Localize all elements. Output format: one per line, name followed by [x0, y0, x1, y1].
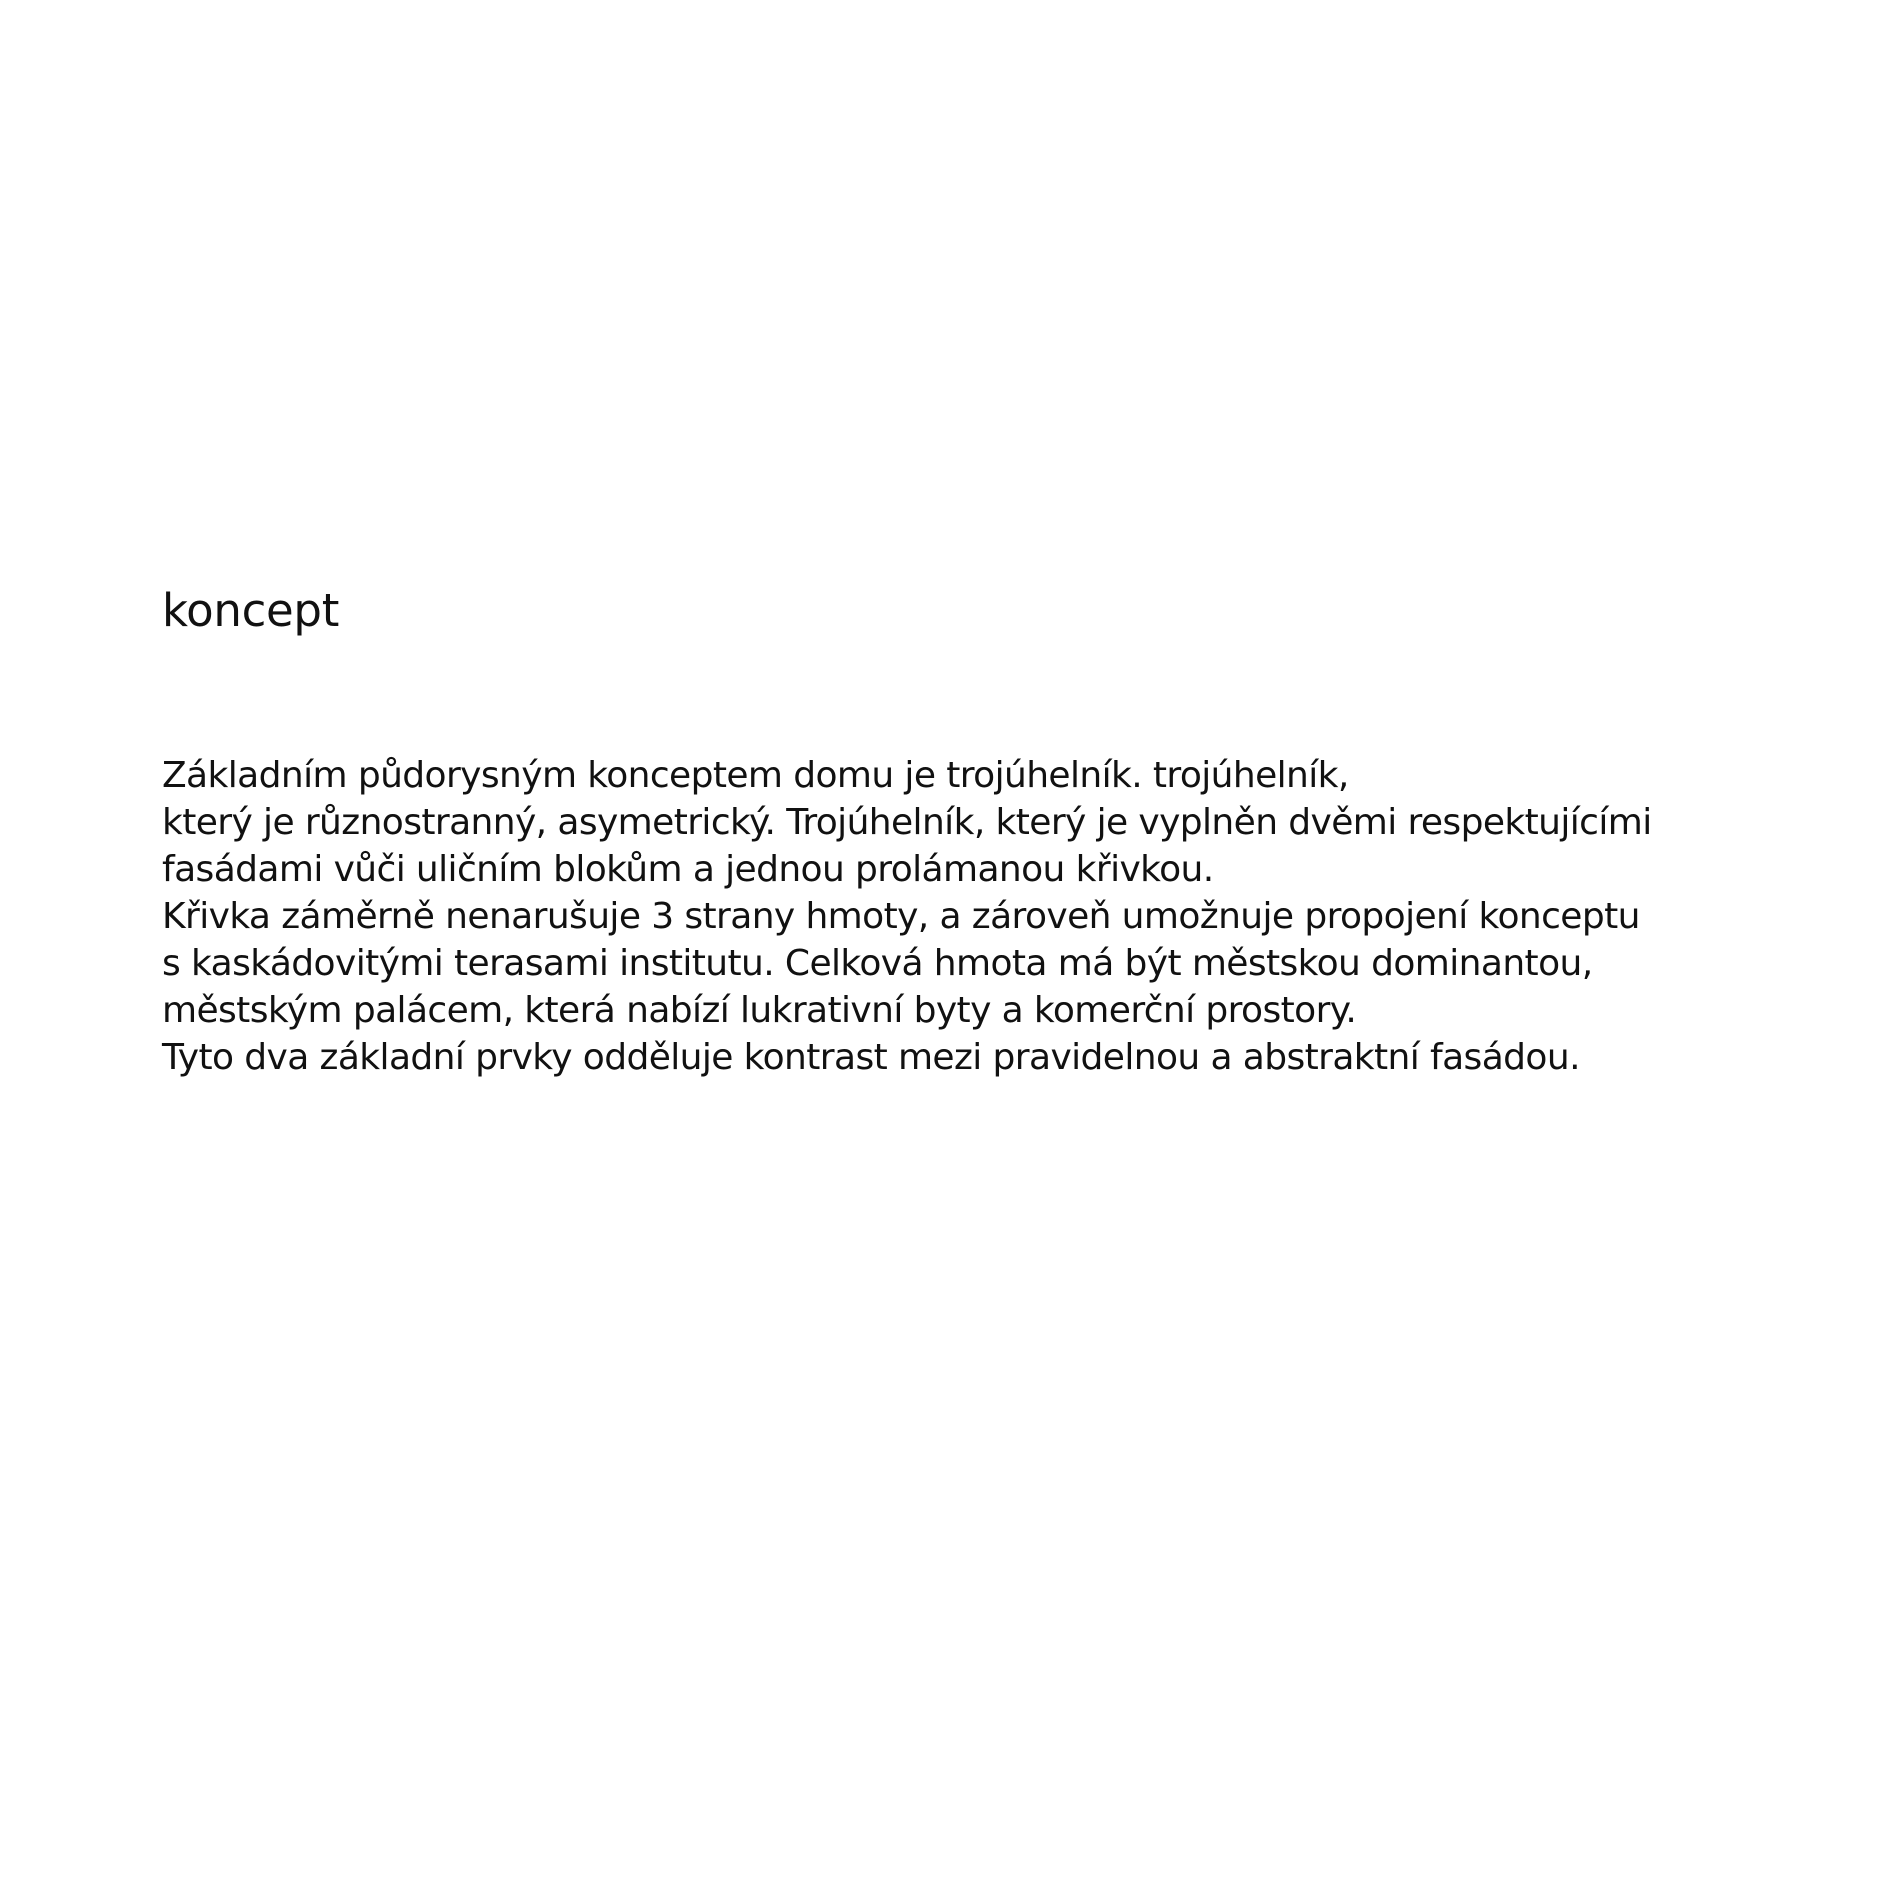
paragraph-line: městským palácem, která nabízí lukrativní byty a komerční prostory.	[162, 990, 1357, 1031]
paragraph-line: Křivka záměrně nenarušuje 3 strany hmoty, a zároveň umožnuje propojení konceptu	[162, 896, 1640, 937]
paragraph-line: Tyto dva základní prvky odděluje kontrast mezi pravidelnou a abstraktní fasádou.	[162, 1037, 1580, 1078]
page-title: koncept	[162, 584, 340, 637]
paragraph-line: který je různostranný, asymetrický. Trojúhelník, který je vyplněn dvěmi respektujícími	[162, 802, 1652, 843]
paragraph-line: s kaskádovitými terasami institutu. Celková hmota má být městskou dominantou,	[162, 943, 1593, 984]
concept-paragraph	[162, 752, 1882, 1081]
paragraph-line: fasádami vůči uličním blokům a jednou prolámanou křivkou.	[162, 849, 1214, 890]
paragraph-line: Základním půdorysným konceptem domu je trojúhelník. trojúhelník,	[162, 755, 1349, 796]
